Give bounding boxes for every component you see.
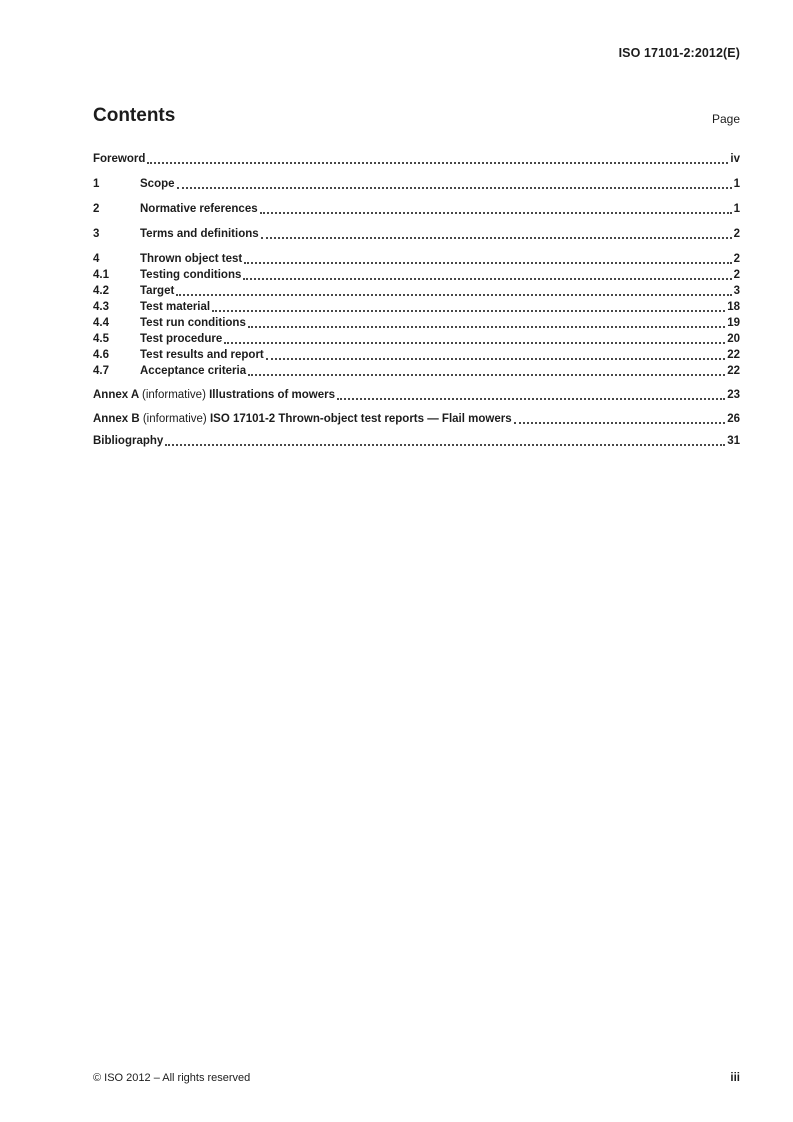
toc-leader-dots bbox=[147, 162, 728, 164]
toc-entry[interactable] bbox=[93, 269, 740, 282]
toc-entry-page: 2 bbox=[733, 253, 740, 265]
toc-entry[interactable] bbox=[93, 203, 740, 216]
toc-entry-label: Test material bbox=[140, 301, 211, 313]
toc-entry[interactable] bbox=[93, 365, 740, 378]
toc-entry[interactable] bbox=[93, 317, 740, 330]
page-footer bbox=[93, 1072, 740, 1084]
toc-leader-dots bbox=[224, 342, 725, 344]
toc-entry-label: Terms and definitions bbox=[140, 228, 259, 240]
toc-entry[interactable] bbox=[93, 253, 740, 266]
toc-leader-dots bbox=[243, 278, 731, 280]
toc-leader-dots bbox=[260, 212, 732, 214]
toc-leader-dots bbox=[165, 444, 725, 446]
contents-header bbox=[93, 105, 740, 127]
toc-entry-page: 3 bbox=[733, 285, 740, 297]
toc-entry[interactable] bbox=[93, 153, 740, 166]
toc-entry-number: 4.7 bbox=[93, 365, 109, 377]
toc-entry[interactable] bbox=[93, 285, 740, 298]
toc-entry[interactable] bbox=[93, 389, 740, 402]
toc-entry-page: 20 bbox=[727, 333, 740, 345]
toc-entry-number: 1 bbox=[93, 178, 100, 190]
toc-list bbox=[93, 153, 740, 448]
toc-entry-label: Acceptance criteria bbox=[140, 365, 247, 377]
toc-entry[interactable] bbox=[93, 435, 740, 448]
toc-leader-dots bbox=[514, 422, 726, 424]
toc-entry-label: Normative references bbox=[140, 203, 258, 215]
toc-entry-number: 4.6 bbox=[93, 349, 109, 361]
toc-leader-dots bbox=[212, 310, 725, 312]
toc-entry-label: Scope bbox=[140, 178, 175, 190]
toc-entry-page: 22 bbox=[727, 349, 740, 361]
toc-entry[interactable] bbox=[93, 349, 740, 362]
toc-entry-label: Test results and report bbox=[140, 349, 264, 361]
toc-entry-number: 4.5 bbox=[93, 333, 109, 345]
toc-leader-dots bbox=[261, 237, 732, 239]
toc-entry-number: 2 bbox=[93, 203, 100, 215]
toc-entry-number: 4.1 bbox=[93, 269, 109, 281]
toc-entry-page: 1 bbox=[733, 178, 740, 190]
toc-entry-label: Foreword bbox=[93, 153, 146, 165]
toc-entry-number: 4 bbox=[93, 253, 100, 265]
toc-entry-page: 1 bbox=[733, 203, 740, 215]
toc-leader-dots bbox=[248, 374, 725, 376]
footer-copyright: © ISO 2012 – All rights reserved bbox=[93, 1072, 251, 1084]
toc-entry-number: 4.3 bbox=[93, 301, 109, 313]
toc-entry-label: Testing conditions bbox=[140, 269, 242, 281]
toc-entry-page: 18 bbox=[727, 301, 740, 313]
toc-entry-label: Test procedure bbox=[140, 333, 223, 345]
toc-entry-number: 3 bbox=[93, 228, 100, 240]
toc-entry-page: 22 bbox=[727, 365, 740, 377]
toc-entry-number: 4.2 bbox=[93, 285, 109, 297]
toc-entry-label: Target bbox=[140, 285, 175, 297]
toc-entry[interactable] bbox=[93, 413, 740, 426]
toc-entry[interactable] bbox=[93, 178, 740, 191]
toc-entry-page: 19 bbox=[727, 317, 740, 329]
toc-entry-page: 23 bbox=[727, 389, 740, 401]
page-column-label: Page bbox=[711, 112, 740, 126]
toc-entry-page: 2 bbox=[733, 269, 740, 281]
toc-entry[interactable] bbox=[93, 228, 740, 241]
toc-leader-dots bbox=[176, 294, 731, 296]
toc-leader-dots bbox=[337, 398, 725, 400]
toc-entry-label: Bibliography bbox=[93, 435, 164, 447]
toc-entry-page: 31 bbox=[727, 435, 740, 447]
document-reference: ISO 17101-2:2012(E) bbox=[618, 46, 740, 60]
toc-entry[interactable] bbox=[93, 301, 740, 314]
footer-page-number: iii bbox=[730, 1072, 740, 1084]
toc-entry-label: Annex A (informative) Illustrations of mowers bbox=[93, 389, 335, 401]
toc-leader-dots bbox=[266, 358, 725, 360]
toc-entry[interactable] bbox=[93, 333, 740, 346]
page-title: Contents bbox=[93, 105, 176, 126]
toc-leader-dots bbox=[244, 262, 731, 264]
toc-entry-label: Test run conditions bbox=[140, 317, 246, 329]
toc-leader-dots bbox=[248, 326, 725, 328]
toc-entry-page: iv bbox=[730, 153, 740, 165]
contents-section bbox=[93, 105, 740, 448]
toc-entry-page: 2 bbox=[733, 228, 740, 240]
toc-entry-page: 26 bbox=[727, 413, 740, 425]
toc-entry-number: 4.4 bbox=[93, 317, 109, 329]
toc-entry-label: Thrown object test bbox=[140, 253, 243, 265]
toc-entry-label: Annex B (informative) ISO 17101-2 Thrown-object test reports — Flail mowers bbox=[93, 413, 512, 425]
toc-leader-dots bbox=[177, 187, 732, 189]
